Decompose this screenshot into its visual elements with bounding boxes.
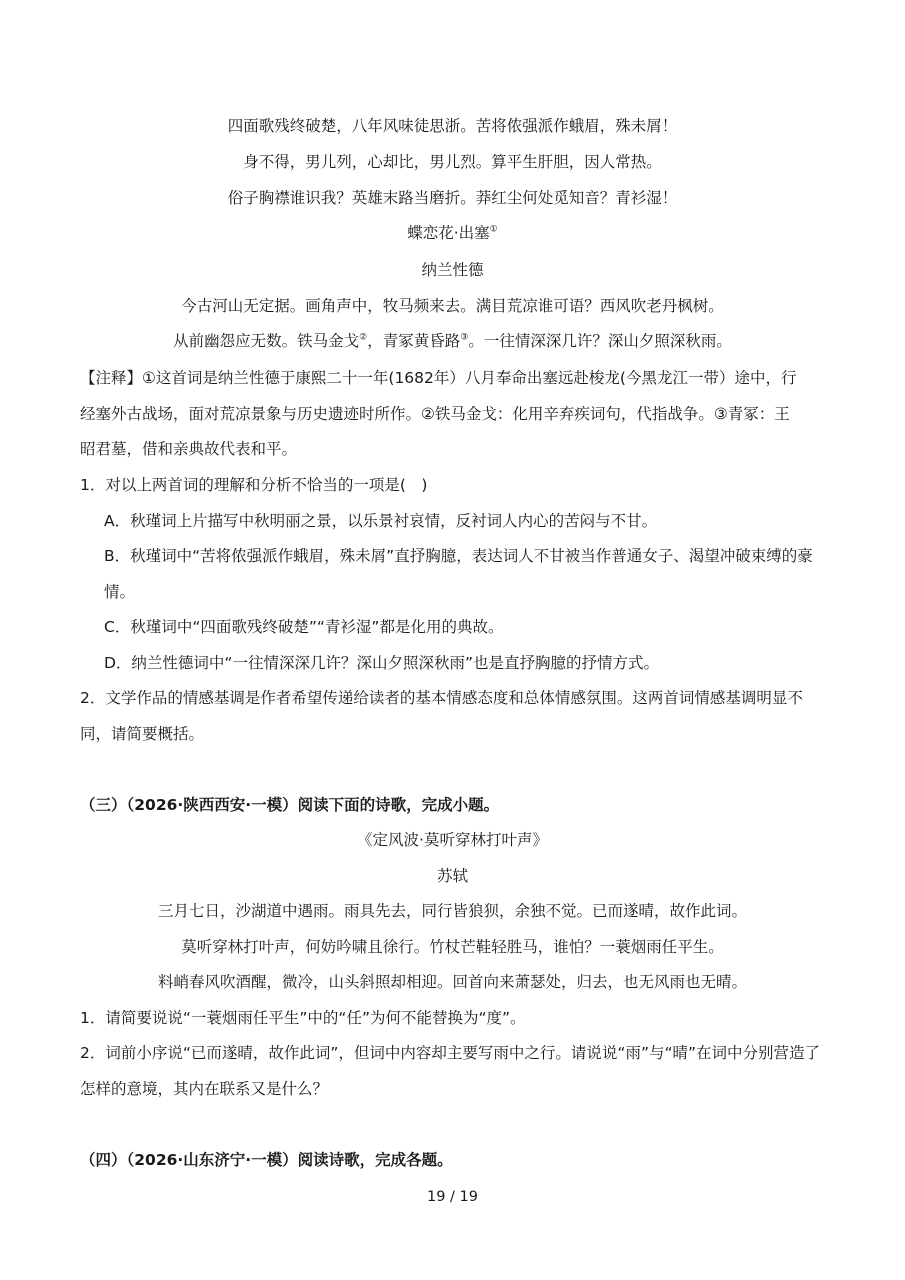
option-b-continued: 情。 xyxy=(104,583,136,601)
question-2-line-2: 同，请简要概括。 xyxy=(80,725,205,743)
section-4-heading: （四）（2026·山东济宁·一模）阅读诗歌，完成各题。 xyxy=(80,1151,453,1169)
option-d: D．纳兰性德词中“一往情深深几许？深山夕照深秋雨”也是直抒胸臆的抒情方式。 xyxy=(104,654,659,672)
poem2-line-2-part-a: 从前幽怨应无数。铁马金戈 xyxy=(173,332,360,350)
poem2-author: 纳兰性德 xyxy=(421,261,484,279)
poem2-line-2 xyxy=(0,330,905,352)
annotation-line-2: 经塞外古战场，面对荒凉景象与历史遗迹时所作。②铁马金戈：化用辛弃疾词句，代指战争。③青冢：王 xyxy=(80,405,790,423)
poem3-preface: 三月七日，沙湖道中遇雨。雨具先去，同行皆狼狈，余独不觉。已而遂晴，故作此词。 xyxy=(157,902,747,920)
footnote-marker: ③ xyxy=(460,332,469,343)
annotation-line-1: 【注释】①这首词是纳兰性德于康熙二十一年(1682年）八月奉命出塞远赴梭龙(今黑龙江一带）途中，行 xyxy=(80,369,797,387)
poem1-line-2: 身不得，男儿列，心却比，男儿烈。算平生肝胆，因人常热。 xyxy=(243,153,662,171)
poem1-line-3: 俗子胸襟谁识我？英雄末路当磨折。莽红尘何处觅知音？青衫湿！ xyxy=(227,189,678,207)
poem1-line-1: 四面歌残终破楚，八年风味徒思浙。苦将侬强派作蛾眉，殊未屑！ xyxy=(227,117,678,135)
option-a: A．秋瑾词上片描写中秋明丽之景，以乐景衬哀情，反衬词人内心的苦闷与不甘。 xyxy=(104,512,658,530)
poem3-author: 苏轼 xyxy=(436,867,468,885)
section-3-question-1: 1．请简要说说“一蓑烟雨任平生”中的“任”为何不能替换为“度”。 xyxy=(80,1009,526,1027)
page-number: 19 / 19 xyxy=(426,1189,478,1205)
question-2-line-1: 2．文学作品的情感基调是作者希望传递给读者的基本情感态度和总体情感氛围。这两首词情感基调明显不 xyxy=(80,689,803,707)
poem2-line-1: 今古河山无定据。画角声中，牧马频来去。满目荒凉谁可语？西风吹老丹枫树。 xyxy=(181,297,724,315)
option-c: C．秋瑾词中“四面歌残终破楚”“青衫湿”都是化用的典故。 xyxy=(104,618,504,636)
annotation-line-3: 昭君墓，借和亲典故代表和平。 xyxy=(80,440,298,458)
poem3-title: 《定风波·莫听穿林打叶声》 xyxy=(357,831,548,849)
poem2-line-2-part-c: 。一往情深深几许？深山夕照深秋雨。 xyxy=(468,332,732,350)
option-b: B．秋瑾词中“苦将侬强派作蛾眉，殊未屑”直抒胸臆，表达词人不甘被当作普通女子、渴望冲破束缚的豪 xyxy=(104,547,813,565)
poem2-title-text: 蝶恋花·出塞 xyxy=(407,224,490,242)
poem3-line-1: 莫听穿林打叶声，何妨吟啸且徐行。竹杖芒鞋轻胜马，谁怕？一蓑烟雨任平生。 xyxy=(181,938,724,956)
footnote-marker: ① xyxy=(489,224,498,235)
poem3-line-2: 料峭春风吹酒醒，微冷，山头斜照却相迎。回首向来萧瑟处，归去，也无风雨也无晴。 xyxy=(157,973,747,991)
poem2-line-2-part-b: ，青冢黄昏路 xyxy=(367,332,461,350)
section-3-question-2-line-1: 2．词前小序说“已而遂晴，故作此词”，但词中内容却主要写雨中之行。请说说“雨”与“晴”在词中分别营造了 xyxy=(80,1044,821,1062)
footnote-marker: ② xyxy=(359,332,368,343)
question-1-stem: 1．对以上两首词的理解和分析不恰当的一项是( ) xyxy=(80,476,428,494)
poem2-title xyxy=(0,222,905,244)
section-3-heading: （三）（2026·陕西西安·一模）阅读下面的诗歌，完成小题。 xyxy=(80,796,500,814)
section-3-question-2-line-2: 怎样的意境，其内在联系又是什么？ xyxy=(80,1080,329,1098)
